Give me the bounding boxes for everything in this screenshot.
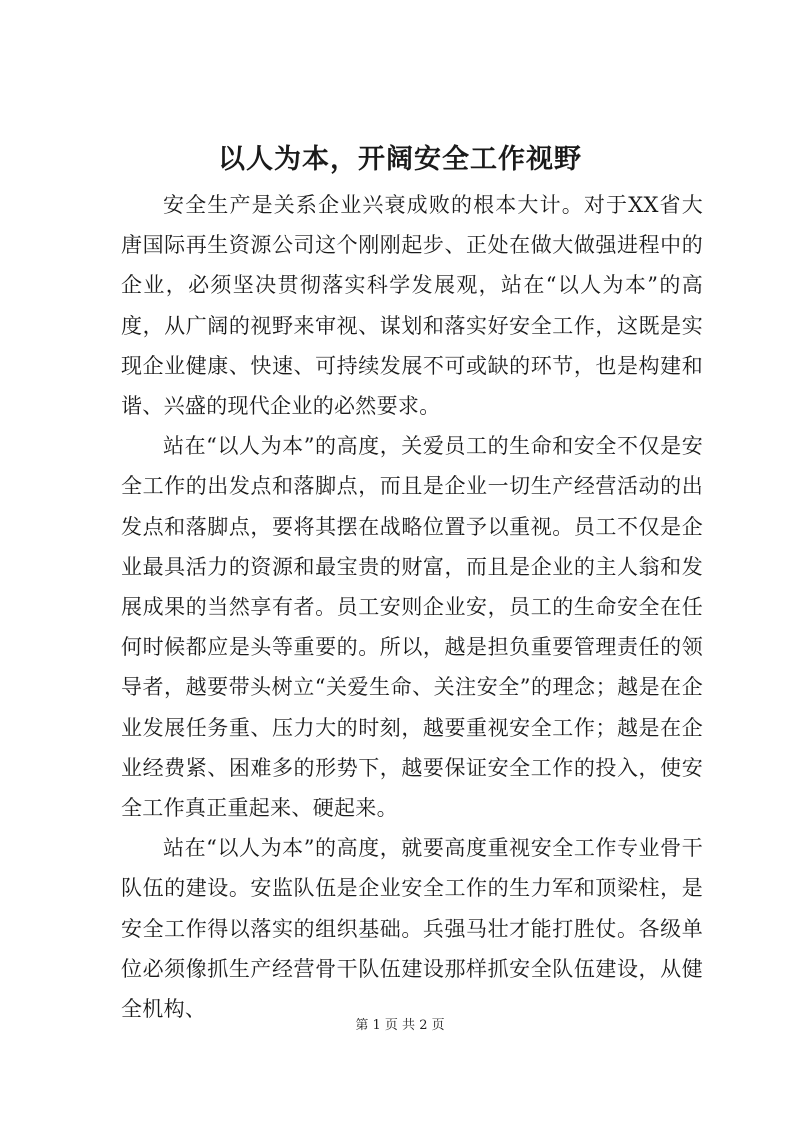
- paragraph-2: 站在“以人为本”的高度，关爱员工的生命和安全不仅是安全工作的出发点和落脚点，而且是企业一切生产经营活动的出发点和落脚点，要将其摆在战略位置予以重视。员工不仅是企业最具活力的资源和最宝贵的财富，而且是企业的主人翁和发展成果的当然享有者。员工安则企业安，员工的生命安全在任何时候都应是头等重要的。所以，越是担负重要管理责任的领导者，越要带头树立“关爱生命、关注安全”的理念；越是在企业发展任务重、压力大的时刻，越要重视安全工作；越是在企业经费紧、困难多的形势下，越要保证安全工作的投入，使安全工作真正重起来、硬起来。: [121, 434, 703, 821]
- paragraph-1: 安全生产是关系企业兴衰成败的根本大计。对于XX省大唐国际再生资源公司这个刚刚起步、正处在做大做强进程中的企业，必须坚决贯彻落实科学发展观，站在“以人为本”的高度，从广阔的视野来审视、谋划和落实好安全工作，这既是实现企业健康、快速、可持续发展不可或缺的环节，也是构建和谐、兴盛的现代企业的必然要求。: [121, 193, 703, 419]
- document-body: [121, 185, 703, 1029]
- paragraph-3: 站在“以人为本”的高度，就要高度重视安全工作专业骨干队伍的建设。安监队伍是企业安全工作的生力军和顶梁柱，是安全工作得以落实的组织基础。兵强马壮才能打胜仗。各级单位必须像抓生产经营骨干队伍建设那样抓安全队伍建设，从健全机构、: [121, 836, 703, 1022]
- document-title: 以人为本，开阔安全工作视野: [218, 144, 582, 175]
- page-footer: 第 1 页 共 2 页: [355, 1018, 445, 1033]
